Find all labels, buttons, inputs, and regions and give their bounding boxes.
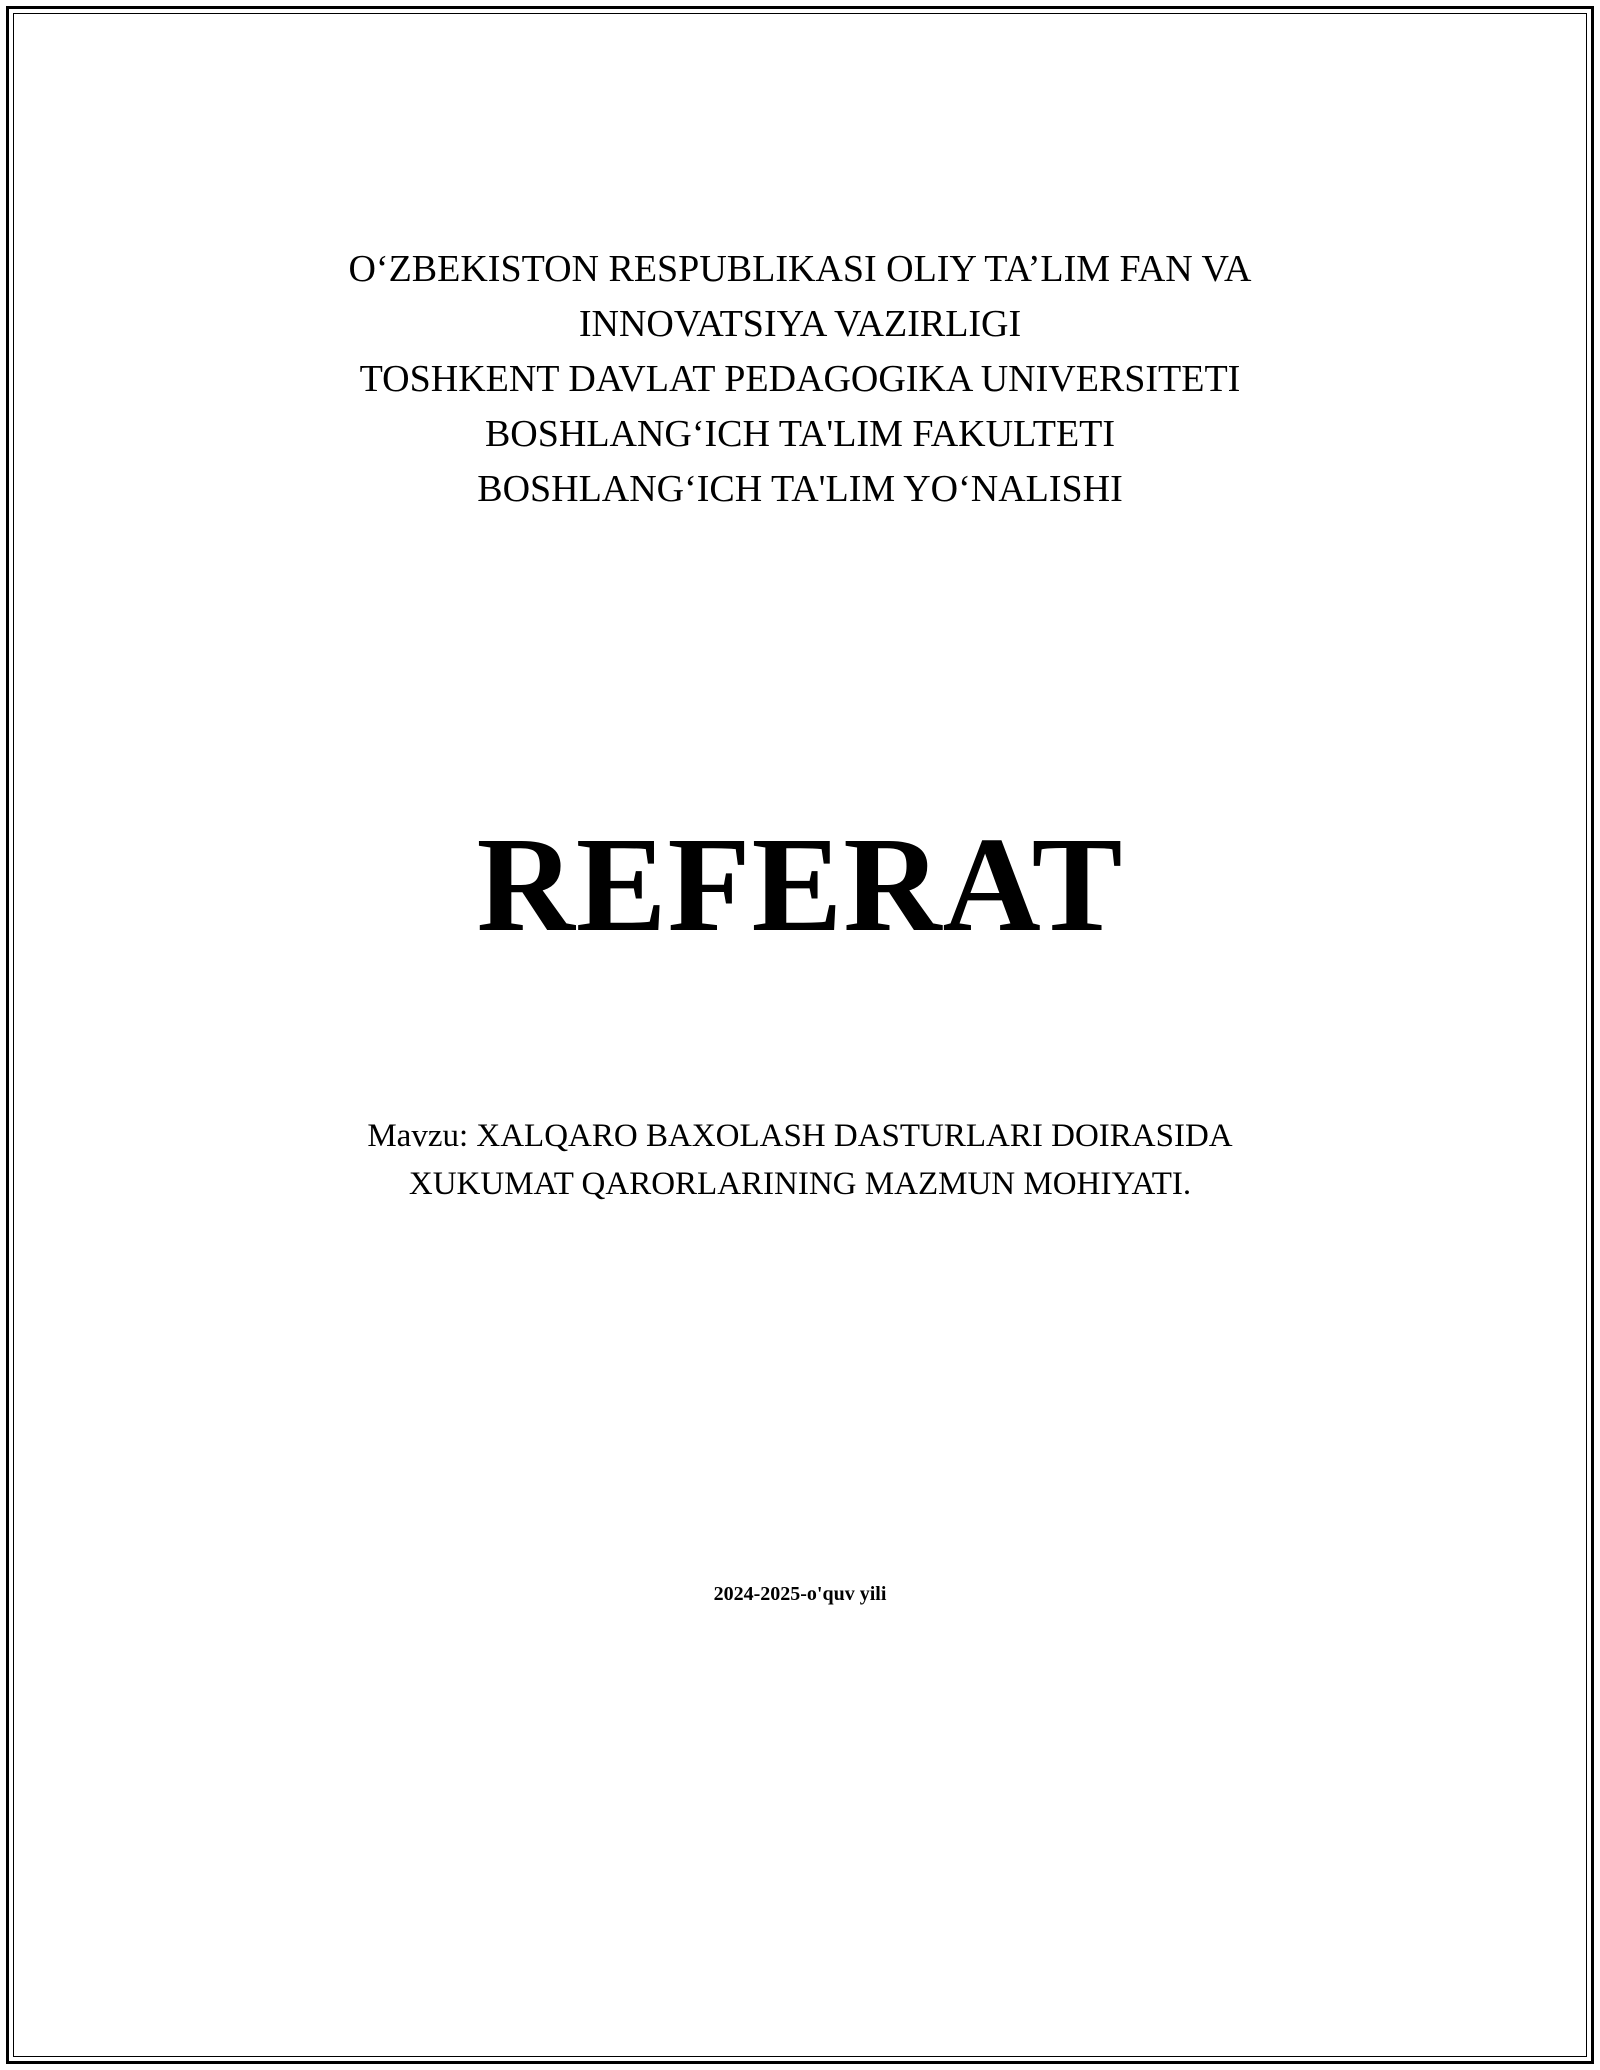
header-line-faculty: BOSHLANG‘ICH TA'LIM FAKULTETI bbox=[484, 413, 1116, 455]
header-line-ministry-2: INNOVATSIYA VAZIRLIGI bbox=[578, 303, 1022, 345]
topic-line-1: Mavzu: XALQARO BAXOLASH DASTURLARI DOIRASIDA bbox=[367, 1118, 1233, 1154]
topic-block bbox=[0, 1112, 1600, 1208]
academic-year: 2024-2025-o'quv yili bbox=[713, 1583, 887, 1605]
institution-header bbox=[0, 242, 1600, 517]
header-line-ministry-1: O‘ZBEKISTON RESPUBLIKASI OLIY TA’LIM FAN VA bbox=[348, 248, 1252, 290]
header-line-direction: BOSHLANG‘ICH TA'LIM YO‘NALISHI bbox=[477, 468, 1123, 510]
header-line-university: TOSHKENT DAVLAT PEDAGOGIKA UNIVERSITETI bbox=[359, 358, 1241, 400]
topic-line-2: XUKUMAT QARORLARINING MAZMUN MOHIYATI. bbox=[408, 1166, 1192, 1202]
document-title: REFERAT bbox=[476, 810, 1124, 960]
